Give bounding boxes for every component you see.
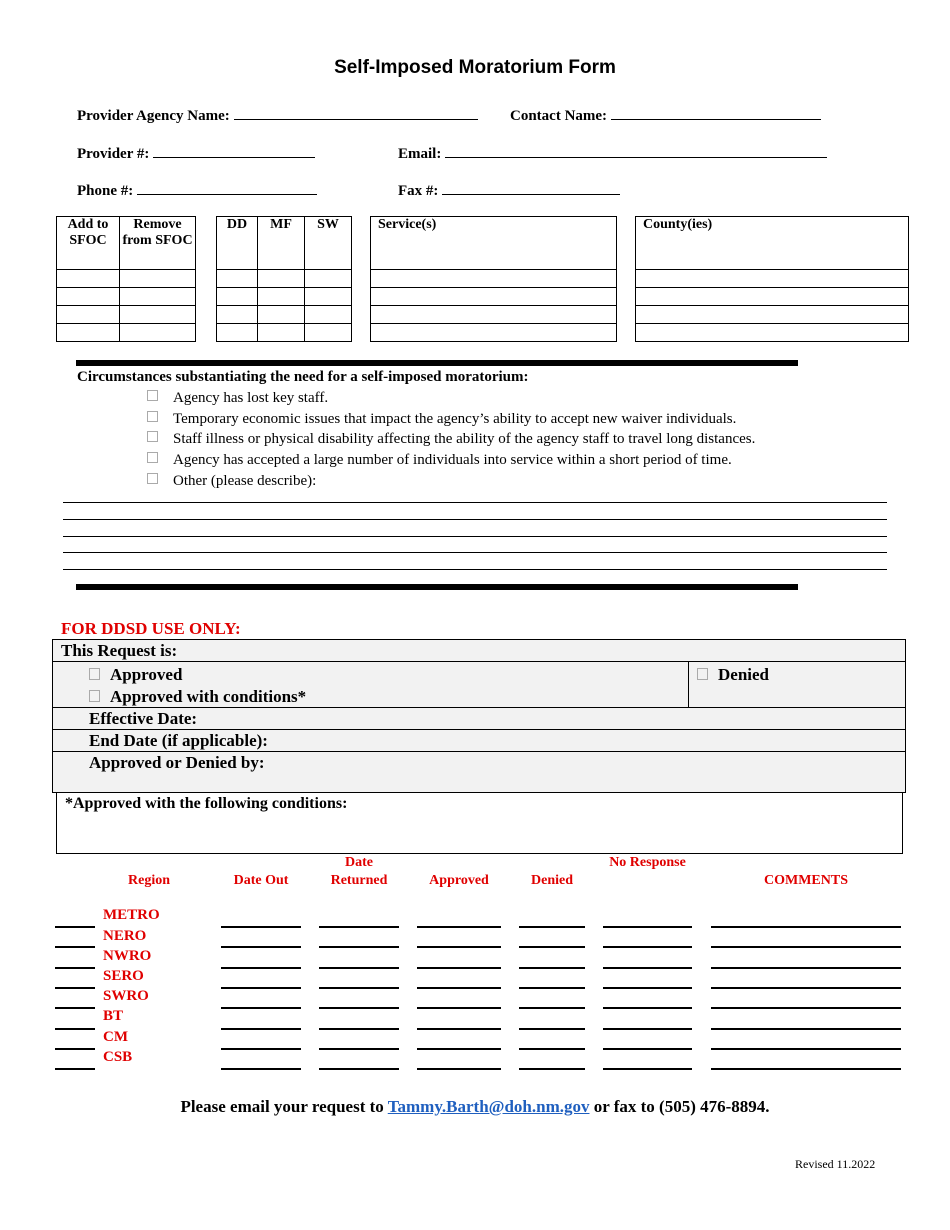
checkbox-icon[interactable] <box>89 668 100 680</box>
region-cm: CM <box>103 1029 128 1045</box>
circumstances-heading: Circumstances substantiating the need for a self-imposed moratorium: <box>77 369 529 385</box>
effective-date-label: Effective Date: <box>89 709 198 728</box>
routing-blank-line[interactable] <box>711 987 901 989</box>
table-cell[interactable] <box>217 306 258 324</box>
remove-sfoc-header: Remove from SFOC <box>120 217 196 270</box>
email-field <box>398 143 827 163</box>
table-cell[interactable] <box>217 288 258 306</box>
provider-agency-input[interactable] <box>234 105 478 120</box>
routing-blank-line[interactable] <box>55 1068 95 1070</box>
checkbox-icon[interactable] <box>147 390 158 401</box>
table-cell[interactable] <box>57 288 120 306</box>
routing-blank-line[interactable] <box>603 926 692 928</box>
routing-blank-line[interactable] <box>417 1007 501 1009</box>
request-label: This Request is: <box>61 641 178 660</box>
routing-blank-line[interactable] <box>55 1007 95 1009</box>
checkbox-icon[interactable] <box>147 411 158 422</box>
routing-blank-line[interactable] <box>417 946 501 948</box>
table-cell[interactable] <box>305 306 352 324</box>
region-bt: BT <box>103 1008 124 1024</box>
cell-divider <box>688 662 689 708</box>
provider-agency-field <box>77 105 478 125</box>
routing-blank-line[interactable] <box>319 1068 399 1070</box>
approved-option[interactable]: Approved <box>89 665 182 685</box>
region-swro: SWRO <box>103 988 149 1004</box>
provider-number-label: Provider #: <box>77 146 150 162</box>
table-cell[interactable] <box>636 288 909 306</box>
routing-blank-line[interactable] <box>55 1028 95 1030</box>
table-cell[interactable] <box>120 288 196 306</box>
submit-instruction <box>0 1097 950 1117</box>
ddsd-heading: FOR DDSD USE ONLY: <box>61 619 241 638</box>
end-date-row[interactable] <box>52 729 906 753</box>
revised-date: Revised 11.2022 <box>795 1157 876 1171</box>
description-line[interactable] <box>63 552 887 553</box>
table-cell[interactable] <box>258 288 305 306</box>
table-cell[interactable] <box>57 324 120 342</box>
county-table <box>635 216 909 342</box>
table-cell[interactable] <box>305 288 352 306</box>
description-line[interactable] <box>63 569 887 570</box>
routing-blank-line[interactable] <box>519 946 585 948</box>
checkbox-icon[interactable] <box>147 452 158 463</box>
option-large-intake[interactable]: Agency has accepted a large number of individuals into service within a short period of time. <box>147 452 732 469</box>
checkbox-icon[interactable] <box>697 668 708 680</box>
table-cell[interactable] <box>305 270 352 288</box>
table-cell[interactable] <box>258 306 305 324</box>
email-link[interactable]: Tammy.Barth@doh.nm.gov <box>387 1097 590 1116</box>
routing-blank-line[interactable] <box>603 1068 692 1070</box>
fax-label: Fax #: <box>398 183 439 199</box>
routing-blank-line[interactable] <box>417 1028 501 1030</box>
routing-blank-line[interactable] <box>603 946 692 948</box>
routing-blank-line[interactable] <box>603 1028 692 1030</box>
checkbox-icon[interactable] <box>89 690 100 702</box>
table-cell[interactable] <box>57 270 120 288</box>
routing-blank-line[interactable] <box>519 987 585 989</box>
routing-blank-line[interactable] <box>221 1048 301 1050</box>
routing-blank-line[interactable] <box>417 1068 501 1070</box>
routing-blank-line[interactable] <box>319 926 399 928</box>
routing-blank-line[interactable] <box>603 967 692 969</box>
provider-agency-label: Provider Agency Name: <box>77 108 230 124</box>
routing-blank-line[interactable] <box>221 926 301 928</box>
table-cell[interactable] <box>120 270 196 288</box>
routing-blank-line[interactable] <box>603 1048 692 1050</box>
checkbox-icon[interactable] <box>147 431 158 442</box>
routing-blank-line[interactable] <box>221 1028 301 1030</box>
denied-option[interactable]: Denied <box>697 665 769 685</box>
option-other[interactable]: Other (please describe): <box>147 473 316 490</box>
routing-blank-line[interactable] <box>55 967 95 969</box>
phone-label: Phone #: <box>77 183 134 199</box>
routing-blank-line[interactable] <box>319 946 399 948</box>
table-cell[interactable] <box>371 270 617 288</box>
provider-number-field <box>77 143 315 163</box>
routing-blank-line[interactable] <box>221 967 301 969</box>
region-csb: CSB <box>103 1049 133 1065</box>
region-nero: NERO <box>103 928 147 944</box>
description-line[interactable] <box>63 502 887 503</box>
routing-blank-line[interactable] <box>519 1048 585 1050</box>
region-sero: SERO <box>103 968 144 984</box>
routing-blank-line[interactable] <box>417 926 501 928</box>
region-header: Region <box>128 873 170 888</box>
fax-field <box>398 180 620 200</box>
table-cell[interactable] <box>120 324 196 342</box>
routing-blank-line[interactable] <box>711 1068 901 1070</box>
section-divider <box>76 360 798 366</box>
description-line[interactable] <box>63 519 887 520</box>
routing-blank-line[interactable] <box>319 1007 399 1009</box>
approved-header: Approved <box>429 873 489 888</box>
table-cell[interactable] <box>258 270 305 288</box>
routing-blank-line[interactable] <box>55 1048 95 1050</box>
request-row <box>52 639 906 663</box>
county-header: County(ies) <box>636 217 909 270</box>
routing-blank-line[interactable] <box>319 987 399 989</box>
routing-blank-line[interactable] <box>417 1048 501 1050</box>
checkbox-icon[interactable] <box>147 473 158 484</box>
phone-input[interactable] <box>137 180 317 195</box>
routing-blank-line[interactable] <box>711 926 901 928</box>
routing-blank-line[interactable] <box>55 987 95 989</box>
table-cell[interactable] <box>636 306 909 324</box>
comments-header: COMMENTS <box>764 873 848 888</box>
date-returned-header: Date Returned <box>330 855 388 888</box>
routing-blank-line[interactable] <box>603 987 692 989</box>
region-metro: METRO <box>103 907 160 923</box>
description-line[interactable] <box>63 536 887 537</box>
conditions-box[interactable] <box>56 792 903 854</box>
region-nwro: NWRO <box>103 948 152 964</box>
sfoc-table <box>56 216 196 342</box>
routing-blank-line[interactable] <box>519 1007 585 1009</box>
routing-blank-line[interactable] <box>319 1048 399 1050</box>
routing-blank-line[interactable] <box>319 967 399 969</box>
section-divider <box>76 584 798 590</box>
routing-blank-line[interactable] <box>221 946 301 948</box>
routing-blank-line[interactable] <box>417 987 501 989</box>
contact-field <box>510 105 821 125</box>
no-response-header: No Response <box>609 855 686 870</box>
table-cell[interactable] <box>371 288 617 306</box>
routing-blank-line[interactable] <box>55 926 95 928</box>
provider-number-input[interactable] <box>153 143 315 158</box>
table-cell[interactable] <box>57 306 120 324</box>
routing-blank-line[interactable] <box>519 1028 585 1030</box>
table-cell[interactable] <box>217 324 258 342</box>
routing-blank-line[interactable] <box>55 946 95 948</box>
routing-blank-line[interactable] <box>603 1007 692 1009</box>
add-sfoc-header: Add to SFOC <box>57 217 120 270</box>
email-input[interactable] <box>445 143 827 158</box>
option-lost-staff[interactable]: Agency has lost key staff. <box>147 390 328 407</box>
table-cell[interactable] <box>258 324 305 342</box>
approved-by-row[interactable] <box>52 751 906 793</box>
program-table <box>216 216 352 342</box>
routing-blank-line[interactable] <box>417 967 501 969</box>
contact-input[interactable] <box>611 105 821 120</box>
routing-blank-line[interactable] <box>221 1007 301 1009</box>
sw-header: SW <box>305 217 352 270</box>
routing-blank-line[interactable] <box>519 967 585 969</box>
routing-blank-line[interactable] <box>519 1068 585 1070</box>
page-title: Self-Imposed Moratorium Form <box>334 57 616 78</box>
denied-header: Denied <box>531 873 573 888</box>
option-economic[interactable]: Temporary economic issues that impact the agency’s ability to accept new waiver individuals. <box>147 411 736 428</box>
dd-header: DD <box>217 217 258 270</box>
routing-blank-line[interactable] <box>711 967 901 969</box>
routing-blank-line[interactable] <box>711 1048 901 1050</box>
fax-input[interactable] <box>442 180 620 195</box>
table-cell[interactable] <box>120 306 196 324</box>
table-cell[interactable] <box>371 324 617 342</box>
conditions-label: *Approved with the following conditions: <box>65 795 348 812</box>
decision-row <box>52 661 906 709</box>
routing-blank-line[interactable] <box>711 1028 901 1030</box>
routing-blank-line[interactable] <box>711 946 901 948</box>
approved-conditions-option[interactable]: Approved with conditions* <box>89 687 306 707</box>
approved-by-label: Approved or Denied by: <box>89 753 265 772</box>
routing-blank-line[interactable] <box>221 1068 301 1070</box>
routing-blank-line[interactable] <box>711 1007 901 1009</box>
table-cell[interactable] <box>636 324 909 342</box>
date-out-header: Date Out <box>233 873 289 888</box>
contact-label: Contact Name: <box>510 108 608 124</box>
phone-field <box>77 180 317 200</box>
table-cell[interactable] <box>217 270 258 288</box>
instruction-post: or fax to (505) 476-8894. <box>589 1097 770 1116</box>
effective-date-row[interactable] <box>52 707 906 731</box>
mf-header: MF <box>258 217 305 270</box>
email-label: Email: <box>398 146 442 162</box>
end-date-label: End Date (if applicable): <box>89 731 268 750</box>
table-cell[interactable] <box>371 306 617 324</box>
service-header: Service(s) <box>371 217 617 270</box>
instruction-pre: Please email your request to <box>180 1097 388 1116</box>
option-illness[interactable]: Staff illness or physical disability affecting the ability of the agency staff to travel long distances. <box>147 431 755 448</box>
routing-blank-line[interactable] <box>519 926 585 928</box>
routing-blank-line[interactable] <box>319 1028 399 1030</box>
table-cell[interactable] <box>636 270 909 288</box>
routing-blank-line[interactable] <box>221 987 301 989</box>
service-table <box>370 216 617 342</box>
table-cell[interactable] <box>305 324 352 342</box>
